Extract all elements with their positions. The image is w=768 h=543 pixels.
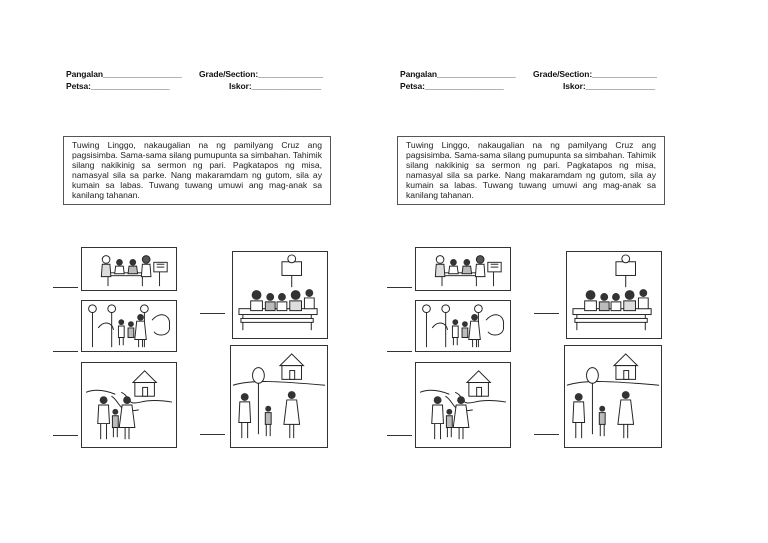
picture-family-going-home	[415, 362, 511, 448]
family-park-illustration	[416, 301, 510, 351]
answer-blank[interactable]	[387, 435, 412, 436]
family-church-illustration	[567, 252, 661, 338]
grade-section-field[interactable]: Grade/Section:______________	[199, 69, 323, 79]
family-eating-illustration	[416, 248, 510, 290]
picture-family-to-church	[564, 345, 662, 448]
family-eating-illustration	[82, 248, 176, 290]
picture-family-eating	[81, 247, 177, 291]
date-field[interactable]: Petsa:_________________	[66, 81, 170, 91]
score-field[interactable]: Iskor:_______________	[563, 81, 655, 91]
family-home-illustration	[82, 363, 176, 447]
worksheet-right	[334, 0, 657, 543]
answer-blank[interactable]	[534, 313, 559, 314]
answer-blank[interactable]	[387, 287, 412, 288]
family-church-illustration	[233, 252, 327, 338]
picture-family-church	[232, 251, 328, 339]
picture-family-eating	[415, 247, 511, 291]
answer-blank[interactable]	[534, 434, 559, 435]
family-park-illustration	[82, 301, 176, 351]
answer-blank[interactable]	[200, 434, 225, 435]
name-field[interactable]: Pangalan_________________	[66, 69, 182, 79]
picture-family-park	[81, 300, 177, 352]
answer-blank[interactable]	[53, 435, 78, 436]
answer-blank[interactable]	[387, 351, 412, 352]
family-to-church-illustration	[565, 346, 661, 447]
picture-family-park	[415, 300, 511, 352]
date-field[interactable]: Petsa:_________________	[400, 81, 504, 91]
answer-blank[interactable]	[53, 287, 78, 288]
reading-passage: Tuwing Linggo, nakaugalian na ng pamilyang Cruz ang pagsisimba. Sama-sama silang pumupunta sa simbahan. Tahimik silang nakikinig sa sermon ng pari. Pagkatapos ng misa, namasyal sila sa parke. Nang makaramdam ng gutom, sila ay kumain sa labas. Tuwang tuwang umuwi ang mag-anak sa kanilang tahanan.	[63, 136, 331, 205]
reading-passage: Tuwing Linggo, nakaugalian na ng pamilyang Cruz ang pagsisimba. Sama-sama silang pumupunta sa simbahan. Tahimik silang nakikinig sa sermon ng pari. Pagkatapos ng misa, namasyal sila sa parke. Nang makaramdam ng gutom, sila ay kumain sa labas. Tuwang tuwang umuwi ang mag-anak sa kanilang tahanan.	[397, 136, 665, 205]
worksheet-left	[0, 0, 323, 543]
name-field[interactable]: Pangalan_________________	[400, 69, 516, 79]
picture-family-going-home	[81, 362, 177, 448]
picture-family-church	[566, 251, 662, 339]
score-field[interactable]: Iskor:_______________	[229, 81, 321, 91]
grade-section-field[interactable]: Grade/Section:______________	[533, 69, 657, 79]
picture-family-to-church	[230, 345, 328, 448]
answer-blank[interactable]	[200, 313, 225, 314]
family-to-church-illustration	[231, 346, 327, 447]
answer-blank[interactable]	[53, 351, 78, 352]
family-home-illustration	[416, 363, 510, 447]
